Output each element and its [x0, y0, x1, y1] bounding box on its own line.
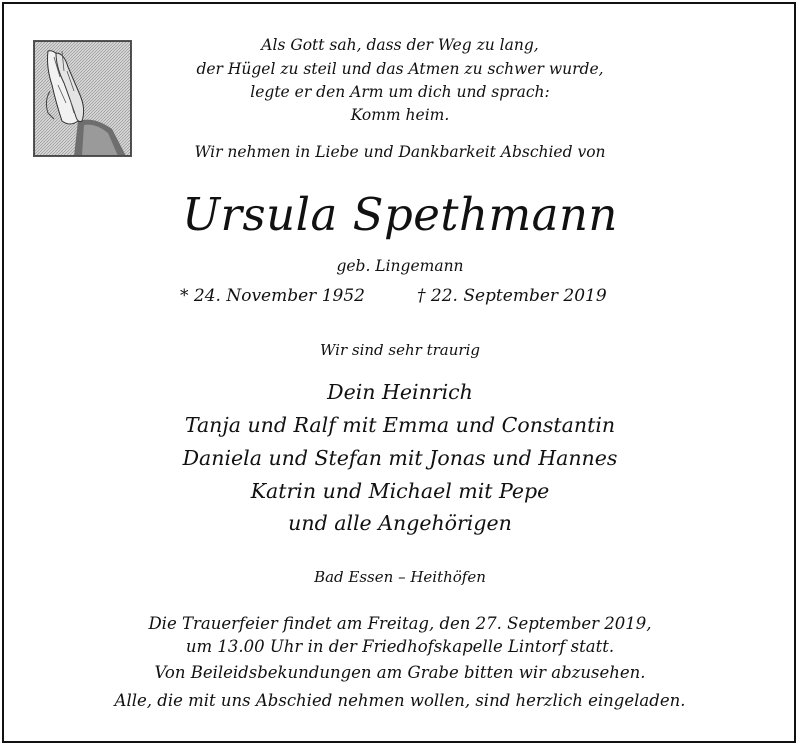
- poem-line-3: legte er den Arm um dich und sprach:: [250, 83, 550, 101]
- ceremony-line-2: um 13.00 Uhr in der Friedhofskapelle Lintorf statt.: [185, 637, 615, 656]
- family-line-5: und alle Angehörigen: [288, 511, 512, 535]
- family-line-1: Dein Heinrich: [327, 380, 473, 404]
- family-line-4: Katrin und Michael mit Pepe: [250, 479, 550, 503]
- poem-line-1: Als Gott sah, dass der Weg zu lang,: [261, 36, 539, 54]
- note-line-2: Alle, die mit uns Abschied nehmen wollen, sind herzlich eingeladen.: [114, 691, 686, 710]
- ceremony-line-1: Die Trauerfeier findet am Freitag, den 27. September 2019,: [148, 614, 652, 633]
- born-name: geb. Lingemann: [336, 257, 464, 275]
- death-date: † 22. September 2019: [417, 286, 607, 306]
- poem-line-4: Komm heim.: [350, 106, 450, 124]
- family-line-2: Tanja und Ralf mit Emma und Constantin: [184, 413, 616, 437]
- family-line-3: Daniela und Stefan mit Jonas und Hannes: [182, 446, 618, 470]
- deceased-name: Ursula Spethmann: [182, 188, 618, 241]
- note-line-1: Von Beileidsbekundungen am Grabe bitten wir abzusehen.: [154, 663, 646, 682]
- mourning-line: Wir sind sehr traurig: [320, 341, 480, 359]
- birth-date: * 24. November 1952: [180, 286, 365, 306]
- poem-line-2: der Hügel zu steil und das Atmen zu schwer wurde,: [196, 60, 604, 78]
- place: Bad Essen – Heithöfen: [314, 568, 486, 586]
- intro-text: Wir nehmen in Liebe und Dankbarkeit Abschied von: [194, 143, 606, 161]
